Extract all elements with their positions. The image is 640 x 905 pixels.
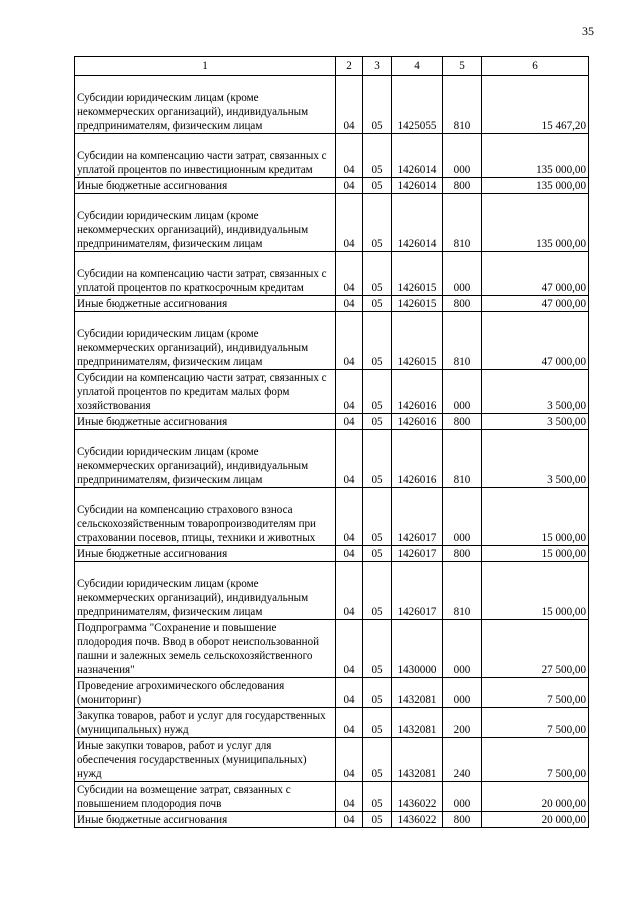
- table-row: [75, 134, 589, 178]
- expense-type-cell: 810: [443, 430, 482, 488]
- row-name-cell: Субсидии на компенсацию части затрат, связанных с уплатой процентов по краткосрочным кредитам: [75, 252, 336, 296]
- amount-cell: 47 000,00: [482, 252, 589, 296]
- header-cell-4: 4: [392, 57, 443, 76]
- expense-type-cell: 810: [443, 76, 482, 134]
- row-name-cell: Иные бюджетные ассигнования: [75, 296, 336, 312]
- amount-cell: 27 500,00: [482, 620, 589, 678]
- expense-type-cell: 000: [443, 782, 482, 812]
- subsection-code-cell: 05: [363, 134, 392, 178]
- row-name-cell: Субсидии юридическим лицам (кроме некоммерческих организаций), индивидуальным предпринимателям, физическим лицам: [75, 76, 336, 134]
- row-name-cell: Субсидии юридическим лицам (кроме некоммерческих организаций), индивидуальным предпринимателям, физическим лицам: [75, 430, 336, 488]
- header-row: [75, 57, 589, 76]
- section-code-cell: 04: [336, 812, 363, 828]
- row-name-cell: Иные закупки товаров, работ и услуг для обеспечения государственных (муниципальных) нужд: [75, 738, 336, 782]
- target-item-cell: 1426015: [392, 252, 443, 296]
- subsection-code-cell: 05: [363, 678, 392, 708]
- amount-cell: 7 500,00: [482, 678, 589, 708]
- table-body: [75, 76, 589, 828]
- target-item-cell: 1426014: [392, 178, 443, 194]
- section-code-cell: 04: [336, 296, 363, 312]
- section-code-cell: 04: [336, 76, 363, 134]
- budget-table: [74, 56, 589, 828]
- amount-cell: 135 000,00: [482, 134, 589, 178]
- expense-type-cell: 200: [443, 708, 482, 738]
- expense-type-cell: 800: [443, 296, 482, 312]
- row-name-cell: Проведение агрохимического обследования (мониторинг): [75, 678, 336, 708]
- header-cell-2: 2: [336, 57, 363, 76]
- section-code-cell: 04: [336, 708, 363, 738]
- row-name-cell: Субсидии на компенсацию части затрат, связанных с уплатой процентов по кредитам малых форм хозяйствования: [75, 370, 336, 414]
- subsection-code-cell: 05: [363, 76, 392, 134]
- section-code-cell: 04: [336, 312, 363, 370]
- subsection-code-cell: 05: [363, 738, 392, 782]
- target-item-cell: 1436022: [392, 812, 443, 828]
- subsection-code-cell: 05: [363, 194, 392, 252]
- table-row: [75, 312, 589, 370]
- target-item-cell: 1430000: [392, 620, 443, 678]
- table-row: [75, 430, 589, 488]
- section-code-cell: 04: [336, 546, 363, 562]
- table-row: [75, 76, 589, 134]
- expense-type-cell: 000: [443, 488, 482, 546]
- row-name-cell: Иные бюджетные ассигнования: [75, 178, 336, 194]
- expense-type-cell: 800: [443, 178, 482, 194]
- table-row: [75, 782, 589, 812]
- target-item-cell: 1426014: [392, 134, 443, 178]
- table-row: [75, 194, 589, 252]
- section-code-cell: 04: [336, 678, 363, 708]
- amount-cell: 20 000,00: [482, 812, 589, 828]
- subsection-code-cell: 05: [363, 414, 392, 430]
- target-item-cell: 1426017: [392, 546, 443, 562]
- subsection-code-cell: 05: [363, 312, 392, 370]
- table-row: [75, 546, 589, 562]
- subsection-code-cell: 05: [363, 812, 392, 828]
- section-code-cell: 04: [336, 620, 363, 678]
- row-name-cell: Субсидии юридическим лицам (кроме некоммерческих организаций), индивидуальным предпринимателям, физическим лицам: [75, 194, 336, 252]
- subsection-code-cell: 05: [363, 546, 392, 562]
- section-code-cell: 04: [336, 370, 363, 414]
- amount-cell: 135 000,00: [482, 178, 589, 194]
- target-item-cell: 1426015: [392, 296, 443, 312]
- row-name-cell: Подпрограмма "Сохранение и повышение плодородия почв. Ввод в оборот неиспользованной пашни и залежных земель сельскохозяйственного назначения": [75, 620, 336, 678]
- expense-type-cell: 000: [443, 370, 482, 414]
- table-row: [75, 812, 589, 828]
- row-name-cell: Субсидии юридическим лицам (кроме некоммерческих организаций), индивидуальным предпринимателям, физическим лицам: [75, 562, 336, 620]
- row-name-cell: Субсидии юридическим лицам (кроме некоммерческих организаций), индивидуальным предпринимателям, физическим лицам: [75, 312, 336, 370]
- amount-cell: 3 500,00: [482, 414, 589, 430]
- row-name-cell: Закупка товаров, работ и услуг для государственных (муниципальных) нужд: [75, 708, 336, 738]
- target-item-cell: 1425055: [392, 76, 443, 134]
- table-header: [75, 57, 589, 76]
- amount-cell: 7 500,00: [482, 708, 589, 738]
- section-code-cell: 04: [336, 252, 363, 296]
- subsection-code-cell: 05: [363, 430, 392, 488]
- amount-cell: 47 000,00: [482, 296, 589, 312]
- table-row: [75, 370, 589, 414]
- section-code-cell: 04: [336, 414, 363, 430]
- table-row: [75, 252, 589, 296]
- row-name-cell: Субсидии на возмещение затрат, связанных с повышением плодородия почв: [75, 782, 336, 812]
- expense-type-cell: 240: [443, 738, 482, 782]
- row-name-cell: Субсидии на компенсацию части затрат, связанных с уплатой процентов по инвестиционным кредитам: [75, 134, 336, 178]
- table-row: [75, 708, 589, 738]
- expense-type-cell: 000: [443, 620, 482, 678]
- section-code-cell: 04: [336, 430, 363, 488]
- table-row: [75, 620, 589, 678]
- section-code-cell: 04: [336, 782, 363, 812]
- table-row: [75, 488, 589, 546]
- amount-cell: 15 000,00: [482, 488, 589, 546]
- amount-cell: 47 000,00: [482, 312, 589, 370]
- table-row: [75, 562, 589, 620]
- section-code-cell: 04: [336, 178, 363, 194]
- expense-type-cell: 000: [443, 678, 482, 708]
- subsection-code-cell: 05: [363, 620, 392, 678]
- expense-type-cell: 810: [443, 194, 482, 252]
- target-item-cell: 1432081: [392, 738, 443, 782]
- amount-cell: 3 500,00: [482, 370, 589, 414]
- target-item-cell: 1426016: [392, 370, 443, 414]
- header-cell-3: 3: [363, 57, 392, 76]
- expense-type-cell: 810: [443, 562, 482, 620]
- expense-type-cell: 810: [443, 312, 482, 370]
- table-row: [75, 738, 589, 782]
- row-name-cell: Иные бюджетные ассигнования: [75, 546, 336, 562]
- expense-type-cell: 800: [443, 812, 482, 828]
- expense-type-cell: 800: [443, 414, 482, 430]
- header-cell-6: 6: [482, 57, 589, 76]
- table-row: [75, 178, 589, 194]
- amount-cell: 20 000,00: [482, 782, 589, 812]
- target-item-cell: 1436022: [392, 782, 443, 812]
- target-item-cell: 1426014: [392, 194, 443, 252]
- target-item-cell: 1426016: [392, 414, 443, 430]
- target-item-cell: 1426017: [392, 562, 443, 620]
- section-code-cell: 04: [336, 562, 363, 620]
- amount-cell: 15 000,00: [482, 562, 589, 620]
- subsection-code-cell: 05: [363, 296, 392, 312]
- section-code-cell: 04: [336, 194, 363, 252]
- amount-cell: 135 000,00: [482, 194, 589, 252]
- amount-cell: 15 467,20: [482, 76, 589, 134]
- section-code-cell: 04: [336, 738, 363, 782]
- amount-cell: 7 500,00: [482, 738, 589, 782]
- section-code-cell: 04: [336, 134, 363, 178]
- target-item-cell: 1432081: [392, 708, 443, 738]
- expense-type-cell: 000: [443, 252, 482, 296]
- header-cell-5: 5: [443, 57, 482, 76]
- page-number: 35: [582, 24, 594, 38]
- table-row: [75, 678, 589, 708]
- subsection-code-cell: 05: [363, 708, 392, 738]
- target-item-cell: 1432081: [392, 678, 443, 708]
- subsection-code-cell: 05: [363, 562, 392, 620]
- expense-type-cell: 800: [443, 546, 482, 562]
- subsection-code-cell: 05: [363, 488, 392, 546]
- subsection-code-cell: 05: [363, 782, 392, 812]
- subsection-code-cell: 05: [363, 178, 392, 194]
- subsection-code-cell: 05: [363, 370, 392, 414]
- section-code-cell: 04: [336, 488, 363, 546]
- row-name-cell: Иные бюджетные ассигнования: [75, 414, 336, 430]
- table-row: [75, 296, 589, 312]
- row-name-cell: Иные бюджетные ассигнования: [75, 812, 336, 828]
- target-item-cell: 1426015: [392, 312, 443, 370]
- subsection-code-cell: 05: [363, 252, 392, 296]
- expense-type-cell: 000: [443, 134, 482, 178]
- table-row: [75, 414, 589, 430]
- row-name-cell: Субсидии на компенсацию страхового взноса сельскохозяйственным товаропроизводителям при страховании посевов, птицы, техники и животных: [75, 488, 336, 546]
- target-item-cell: 1426016: [392, 430, 443, 488]
- amount-cell: 15 000,00: [482, 546, 589, 562]
- header-cell-1: 1: [75, 57, 336, 76]
- target-item-cell: 1426017: [392, 488, 443, 546]
- amount-cell: 3 500,00: [482, 430, 589, 488]
